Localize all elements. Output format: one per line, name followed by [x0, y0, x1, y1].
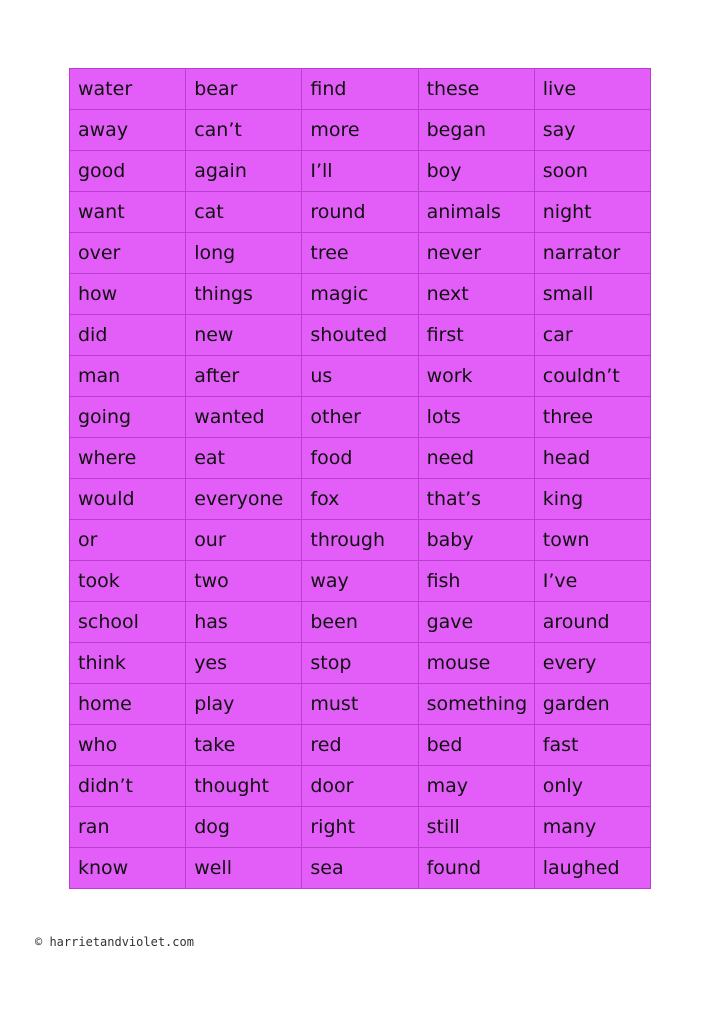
word-cell: more: [302, 110, 418, 151]
word-cell: two: [186, 561, 302, 602]
word-cell: need: [418, 438, 534, 479]
word-cell: sea: [302, 848, 418, 889]
word-cell: home: [70, 684, 186, 725]
word-cell: long: [186, 233, 302, 274]
word-cell: fast: [534, 725, 650, 766]
word-cell: found: [418, 848, 534, 889]
word-cell: king: [534, 479, 650, 520]
word-cell: other: [302, 397, 418, 438]
word-cell: did: [70, 315, 186, 356]
word-row: [70, 766, 651, 807]
word-row: [70, 274, 651, 315]
word-cell: red: [302, 725, 418, 766]
word-cell: began: [418, 110, 534, 151]
word-cell: fox: [302, 479, 418, 520]
word-cell: head: [534, 438, 650, 479]
word-cell: dog: [186, 807, 302, 848]
word-cell: first: [418, 315, 534, 356]
word-cell: right: [302, 807, 418, 848]
word-cell: food: [302, 438, 418, 479]
word-cell: baby: [418, 520, 534, 561]
word-row: [70, 807, 651, 848]
word-cell: things: [186, 274, 302, 315]
word-cell: town: [534, 520, 650, 561]
word-cell: ran: [70, 807, 186, 848]
word-row: [70, 356, 651, 397]
word-cell: I’ve: [534, 561, 650, 602]
word-cell: after: [186, 356, 302, 397]
word-cell: I’ll: [302, 151, 418, 192]
word-cell: school: [70, 602, 186, 643]
word-row: [70, 315, 651, 356]
word-cell: something: [418, 684, 534, 725]
word-cell: fish: [418, 561, 534, 602]
word-row: [70, 69, 651, 110]
word-row: [70, 397, 651, 438]
word-cell: can’t: [186, 110, 302, 151]
word-cell: us: [302, 356, 418, 397]
word-row: [70, 848, 651, 889]
word-cell: well: [186, 848, 302, 889]
word-row: [70, 438, 651, 479]
word-cell: only: [534, 766, 650, 807]
word-cell: find: [302, 69, 418, 110]
word-cell: laughed: [534, 848, 650, 889]
word-cell: round: [302, 192, 418, 233]
word-cell: our: [186, 520, 302, 561]
word-cell: know: [70, 848, 186, 889]
word-cell: boy: [418, 151, 534, 192]
word-row: [70, 684, 651, 725]
word-cell: bed: [418, 725, 534, 766]
word-cell: never: [418, 233, 534, 274]
word-cell: everyone: [186, 479, 302, 520]
word-cell: must: [302, 684, 418, 725]
word-cell: took: [70, 561, 186, 602]
word-cell: thought: [186, 766, 302, 807]
word-cell: three: [534, 397, 650, 438]
word-cell: door: [302, 766, 418, 807]
word-cell: take: [186, 725, 302, 766]
word-row: [70, 561, 651, 602]
word-cell: stop: [302, 643, 418, 684]
word-cell: say: [534, 110, 650, 151]
word-cell: didn’t: [70, 766, 186, 807]
word-row: [70, 192, 651, 233]
word-cell: tree: [302, 233, 418, 274]
word-cell: yes: [186, 643, 302, 684]
word-cell: night: [534, 192, 650, 233]
word-cell: way: [302, 561, 418, 602]
word-row: [70, 233, 651, 274]
word-cell: shouted: [302, 315, 418, 356]
word-cell: has: [186, 602, 302, 643]
word-cell: animals: [418, 192, 534, 233]
word-cell: think: [70, 643, 186, 684]
word-cell: live: [534, 69, 650, 110]
word-row: [70, 643, 651, 684]
word-cell: eat: [186, 438, 302, 479]
word-row: [70, 151, 651, 192]
word-cell: soon: [534, 151, 650, 192]
word-cell: lots: [418, 397, 534, 438]
word-cell: mouse: [418, 643, 534, 684]
word-row: [70, 602, 651, 643]
word-grid: [69, 68, 651, 889]
word-cell: car: [534, 315, 650, 356]
word-cell: wanted: [186, 397, 302, 438]
word-cell: through: [302, 520, 418, 561]
word-cell: around: [534, 602, 650, 643]
word-cell: man: [70, 356, 186, 397]
word-cell: would: [70, 479, 186, 520]
word-cell: work: [418, 356, 534, 397]
word-cell: garden: [534, 684, 650, 725]
word-cell: couldn’t: [534, 356, 650, 397]
word-cell: where: [70, 438, 186, 479]
word-cell: still: [418, 807, 534, 848]
word-cell: narrator: [534, 233, 650, 274]
word-cell: play: [186, 684, 302, 725]
word-cell: these: [418, 69, 534, 110]
word-cell: bear: [186, 69, 302, 110]
word-cell: again: [186, 151, 302, 192]
word-cell: that’s: [418, 479, 534, 520]
word-cell: away: [70, 110, 186, 151]
copyright-footer: © harrietandviolet.com: [35, 935, 194, 949]
word-cell: may: [418, 766, 534, 807]
word-row: [70, 110, 651, 151]
word-cell: good: [70, 151, 186, 192]
word-cell: gave: [418, 602, 534, 643]
word-cell: been: [302, 602, 418, 643]
word-cell: every: [534, 643, 650, 684]
word-cell: how: [70, 274, 186, 315]
word-cell: cat: [186, 192, 302, 233]
word-cell: going: [70, 397, 186, 438]
word-cell: water: [70, 69, 186, 110]
word-cell: next: [418, 274, 534, 315]
word-row: [70, 520, 651, 561]
word-cell: want: [70, 192, 186, 233]
word-cell: small: [534, 274, 650, 315]
word-cell: or: [70, 520, 186, 561]
word-cell: over: [70, 233, 186, 274]
word-row: [70, 725, 651, 766]
word-cell: magic: [302, 274, 418, 315]
word-cell: who: [70, 725, 186, 766]
word-cell: new: [186, 315, 302, 356]
word-row: [70, 479, 651, 520]
word-grid-body: [70, 69, 651, 889]
word-cell: many: [534, 807, 650, 848]
